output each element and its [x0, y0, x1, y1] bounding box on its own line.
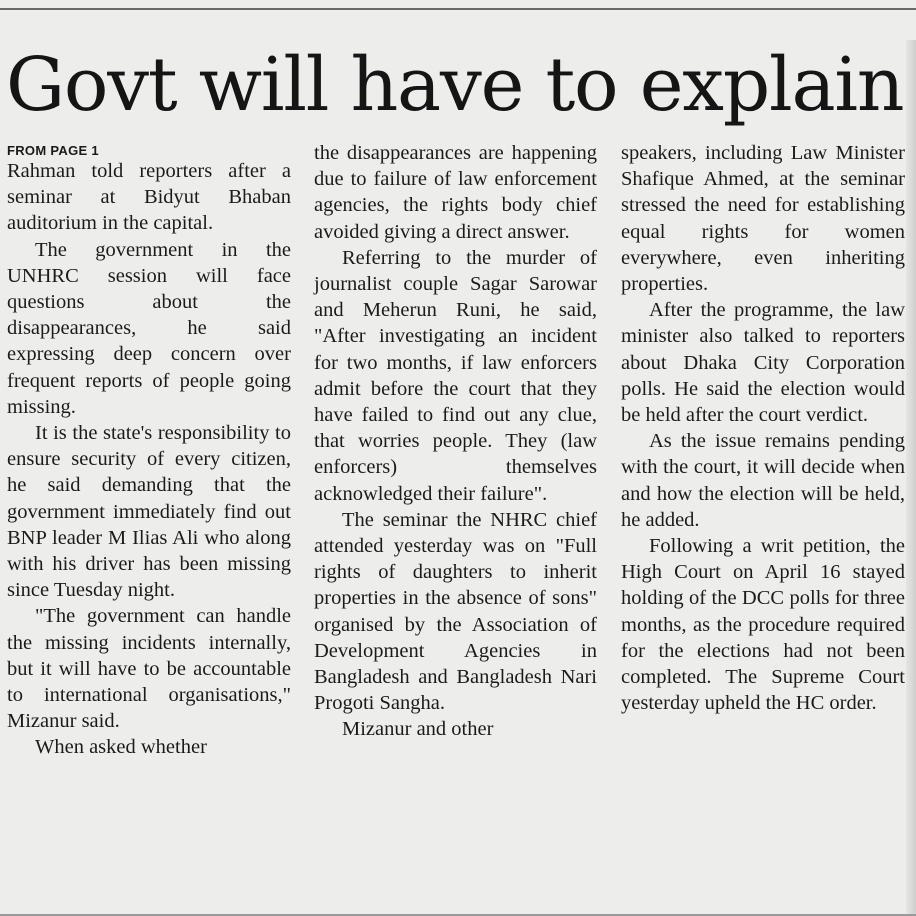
paragraph: "The government can handle the missing incidents internally, but it will have to be accountable to international organisations," Mizanur said.: [7, 605, 291, 733]
headline: Govt will have to explain: [6, 42, 904, 128]
paragraph: The government in the UNHRC session will face questions about the disappearances, he said expressing deep concern over frequent reports of people going missing.: [7, 238, 291, 418]
paragraph: When asked whether: [35, 736, 207, 759]
paragraph: the disappearances are happening due to failure of law enforcement agencies, the rights body chief avoided giving a direct answer.: [314, 142, 597, 243]
paragraph: Rahman told reporters after a seminar at Bidyut Bhaban auditorium in the capital.: [7, 160, 291, 235]
paragraph: Following a writ petition, the High Court on April 16 stayed holding of the DCC polls for three months, as the procedure required for the elections had not been completed. The Supreme Court yesterday upheld the HC order.: [621, 535, 905, 715]
paragraph: It is the state's responsibility to ensure security of every citizen, he said demanding that the government immediately find out BNP leader M Ilias Ali who along with his driver has been missing since Tuesday night.: [7, 422, 291, 602]
paragraph: As the issue remains pending with the court, it will decide when and how the election will be held, he added.: [621, 430, 905, 531]
article-column-2: [314, 140, 597, 743]
page-edge-shadow: [906, 40, 916, 916]
top-rule: [0, 8, 916, 10]
paragraph: speakers, including Law Minister Shafique Ahmed, at the seminar stressed the need for establishing equal rights for women everywhere, even inheriting properties.: [621, 142, 905, 296]
paragraph: The seminar the NHRC chief attended yesterday was on "Full rights of daughters to inherit properties in the absence of sons" organised by the Association of Development Agencies in Bangladesh and Bangladesh Nari Progoti Sangha.: [314, 508, 597, 715]
article-column-1: [7, 144, 291, 761]
paragraph: Mizanur and other: [342, 718, 494, 741]
paragraph: Referring to the murder of journalist couple Sagar Sarowar and Meherun Runi, he said, "After investigating an incident for two months, if law enforcers admit before the court that they have failed to find out any clue, that worries people. They (law enforcers) themselves acknowledged their failure".: [314, 246, 597, 505]
paragraph: After the programme, the law minister also talked to reporters about Dhaka City Corporation polls. He said the election would be held after the court verdict.: [621, 299, 905, 427]
kicker-from-page: FROM PAGE 1: [7, 143, 99, 158]
article-column-3: [621, 140, 905, 716]
